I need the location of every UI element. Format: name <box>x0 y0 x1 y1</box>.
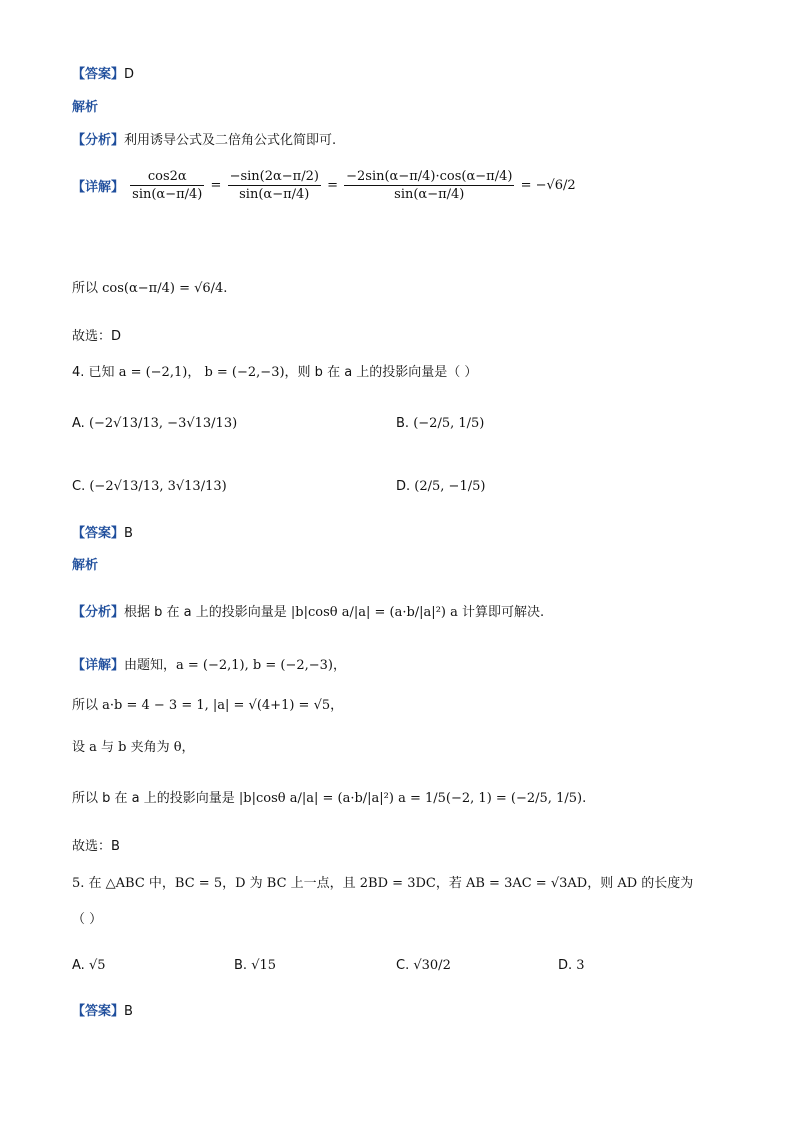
option-expr: (−2√13/13, 3√13/13) <box>89 479 227 494</box>
xiangjie-label: 【详解】 <box>72 180 125 195</box>
option-label: D. <box>558 958 573 973</box>
q4-line2-text: 所以 a·b = 4 − 3 = 1, |a| = √(4+1) = √5， <box>72 698 344 713</box>
q4-line3-text: 设 a 与 b 夹角为 θ， <box>72 740 195 755</box>
option-label: D. <box>396 479 411 494</box>
q5-stem <box>72 875 693 893</box>
fenxi-expr: |b|cosθ a/|a| = (a·b/|a|²) a <box>290 605 458 620</box>
q4-line4 <box>72 790 586 808</box>
q4-guxuan: 故选：B <box>72 839 120 854</box>
q4-option-c[interactable] <box>72 478 227 496</box>
analysis-label: 解析 <box>72 558 99 573</box>
q4-answer-line <box>72 525 133 543</box>
q5-stem-text: 5. 在 △ABC 中，BC = 5，D 为 BC 上一点，且 2BD = 3DC，若 AB = 3AC = √3AD，则 AD 的长度为 <box>72 876 694 891</box>
option-expr: (2/5, −1/5) <box>414 479 486 494</box>
q5-option-d[interactable] <box>558 957 585 975</box>
q3-answer-line <box>72 66 134 84</box>
q5-paren: （ ） <box>72 912 103 927</box>
q4-option-d[interactable] <box>396 478 485 496</box>
eq-lhs-fraction <box>130 168 204 203</box>
answer-label: 【答案】 <box>72 526 125 541</box>
fenxi-text: 利用诱导公式及二倍角公式化简即可. <box>124 133 337 148</box>
option-expr: (−2/5, 1/5) <box>413 416 485 431</box>
suoyi-prefix: 所以 <box>72 281 99 296</box>
eq-result: −√6/2 <box>535 178 576 193</box>
q4-stem-suffix: ，则 b 在 a 上的投影向量是（ ） <box>284 365 478 380</box>
q4-line4-expr: |b|cosθ a/|a| = (a·b/|a|²) a = 1/5(−2, 1) = (−2/5, 1/5). <box>238 791 587 806</box>
eq-lhs-den: sin(α−π/4) <box>132 187 203 202</box>
eq-mid1-fraction <box>228 168 321 203</box>
xiangjie-text: 由题知，a = (−2,1), b = (−2,−3)， <box>124 658 346 673</box>
q4-fenxi-line <box>72 604 544 622</box>
q4-stem-a: a = (−2,1) <box>118 365 188 380</box>
q4-line4-pre: 所以 b 在 a 上的投影向量是 <box>72 791 235 806</box>
eq-mid2-den: sin(α−π/4) <box>394 187 465 202</box>
option-label: C. <box>396 958 410 973</box>
q5-option-a[interactable] <box>72 957 106 975</box>
q5-answer-line <box>72 1003 133 1021</box>
fenxi-post: 计算即可解决. <box>462 605 545 620</box>
q4-xiangjie-line <box>72 657 346 675</box>
q3-analysis-heading <box>72 99 98 117</box>
answer-value: B <box>124 1004 133 1019</box>
suoyi-expr: cos(α−π/4) = √6/4. <box>102 281 228 296</box>
option-label: A. <box>72 958 85 973</box>
q4-option-b[interactable] <box>396 415 484 433</box>
eq-mid2-num: −2sin(α−π/4)·cos(α−π/4) <box>346 169 513 184</box>
eq-lhs-num: cos2α <box>130 168 204 186</box>
answer-value: B <box>124 526 133 541</box>
analysis-label: 解析 <box>72 100 99 115</box>
fenxi-label: 【分析】 <box>72 133 125 148</box>
eq-mid2-fraction <box>344 168 514 203</box>
q5-option-c[interactable] <box>396 957 451 975</box>
option-label: B. <box>234 958 248 973</box>
fenxi-label: 【分析】 <box>72 605 125 620</box>
q4-analysis-heading <box>72 557 98 575</box>
q4-option-a[interactable] <box>72 415 237 433</box>
eq-mid1-num: −sin(2α−π/2) <box>229 169 319 184</box>
answer-label: 【答案】 <box>72 67 125 82</box>
q3-xiangjie-equation: 【详解】 $\frac{\cos 2\alpha}{\sin(\alpha-\pi/4)}$ = $\frac{-\sin(2\alpha-\pi/2)}{\sin(\alpha-\pi/4)}$ = $\frac{-2\sin(\alpha-\pi/4)\cdot\cos(\alpha-\pi/4)}{\sin(\alpha-\pi/4)}$ = −√6/2 <box>72 169 576 202</box>
q3-fenxi-line <box>72 132 336 150</box>
option-expr: √30/2 <box>413 958 451 973</box>
q3-guxuan: 故选：D <box>72 329 122 344</box>
option-expr: √15 <box>251 958 277 973</box>
option-expr: (−2√13/13, −3√13/13) <box>88 416 238 431</box>
option-expr: √5 <box>88 958 106 973</box>
q4-stem-prefix: 4. 已知 <box>72 365 115 380</box>
option-label: B. <box>396 416 410 431</box>
q4-stem-b: b = (−2,−3) <box>204 365 285 380</box>
q4-line3 <box>72 739 195 757</box>
q5-option-b[interactable] <box>234 957 276 975</box>
answer-value: D <box>124 67 135 82</box>
eq-mid1-den: sin(α−π/4) <box>239 187 310 202</box>
option-expr: 3 <box>576 958 585 973</box>
q3-suoyi-line <box>72 280 227 298</box>
answer-label: 【答案】 <box>72 1004 125 1019</box>
fenxi-pre: 根据 b 在 a 上的投影向量是 <box>124 605 287 620</box>
q4-stem: 4. 已知 a = (−2,1)， b = (−2,−3)，则 b 在 a 上的投影向量是（ ） <box>72 365 478 380</box>
option-label: C. <box>72 479 86 494</box>
xiangjie-label: 【详解】 <box>72 658 125 673</box>
q4-line2 <box>72 697 343 715</box>
option-label: A. <box>72 416 85 431</box>
